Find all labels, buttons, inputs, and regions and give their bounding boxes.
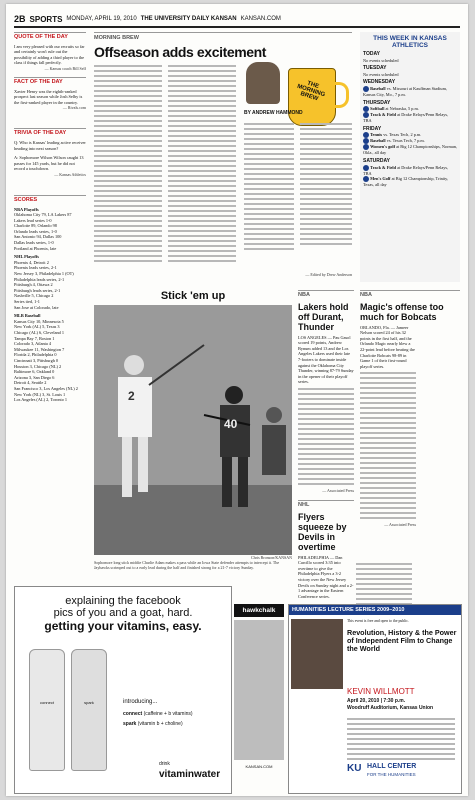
- connect-name: connect: [123, 711, 143, 717]
- event-sport: Baseball: [370, 138, 386, 144]
- feature-headline: Offseason adds excitement: [94, 44, 267, 60]
- hawkchalk-ad[interactable]: [234, 604, 284, 790]
- score-line: Milwaukee 11, Washington 7: [14, 346, 65, 352]
- score-line: Florida 2, Philadelphia 0: [14, 352, 57, 358]
- score-line: Portland at Phoenix, late: [14, 245, 57, 251]
- ad-line-2: pics of you and a goat, hard.: [53, 607, 193, 619]
- score-line: Charlotte 89, Orlando 98: [14, 223, 57, 229]
- page-header: [14, 12, 460, 28]
- score-line: Orlando leads series, 1-0: [14, 228, 57, 234]
- lecture-free: This event is free and open to the public.: [347, 619, 409, 623]
- fact-source: — Rivals.com: [62, 105, 86, 111]
- day-label: TUESDAY: [363, 65, 387, 72]
- nba-story: [298, 290, 354, 493]
- score-line: New York (AL) 5, Texas 3: [14, 324, 60, 330]
- day-label: WEDNESDAY: [363, 79, 396, 86]
- lecture-bio: [347, 715, 455, 763]
- nba-right-headline: Magic's offense too much for Bobcats: [360, 301, 444, 322]
- sidebar-day: [363, 66, 457, 77]
- event-detail: at Big 12 Championships, Norman, Okla., all day: [363, 144, 457, 156]
- score-line: Dallas leads series, 1-0: [14, 240, 54, 246]
- event-sport: Track & Field: [370, 112, 397, 118]
- quote-title: QUOTE OF THE DAY: [14, 32, 86, 41]
- event: [363, 86, 457, 98]
- nba-right-kicker: NBA: [360, 290, 460, 299]
- lecture-when: April 20, 2010 | 7:30 p.m.: [347, 698, 406, 704]
- nba-body: LOS ANGELES — Pau Gasol scored 19 points, Andrew Bynum added 13 and the Los Angeles Lakers used their late 7-footers to dominate inside against the Oklahoma City Thunder, winning 87-79 Sunday in the opener of their playoff series.: [298, 334, 354, 385]
- feature-kicker: MORNING BREW: [94, 32, 352, 41]
- event-sport: Men's Golf: [370, 176, 391, 182]
- jersey-number: 40: [224, 417, 238, 431]
- speaker-name: KEVIN WILLMOTT: [347, 687, 415, 696]
- sidebar-day: [363, 52, 457, 63]
- event-sport: Baseball: [370, 85, 386, 91]
- page-number: 2B: [14, 14, 26, 24]
- score-line: Baltimore 6, Oakland 0: [14, 369, 55, 375]
- site-link[interactable]: KANSAN.COM: [240, 16, 281, 22]
- photo-block: [94, 290, 292, 580]
- score-line: Tampa Bay 7, Boston 1: [14, 335, 55, 341]
- score-line: Series tied, 1-1: [14, 299, 40, 304]
- fact-title: FACT OF THE DAY: [14, 77, 86, 86]
- event: [363, 112, 457, 124]
- event-sport: Track & Field: [370, 164, 397, 170]
- event-sport: Tennis: [370, 132, 383, 138]
- nba-right-story: [360, 290, 460, 527]
- jersey-number: 2: [128, 389, 135, 403]
- connect-desc: (caffeine + b vitamins): [143, 711, 193, 717]
- score-line: Lakers lead series 1-0: [14, 217, 52, 223]
- spark-line: [123, 721, 183, 727]
- scores-heading: NHL Playoffs: [14, 254, 39, 260]
- trivia-question: Q: Who is Kansas' leading active receiver heading into next season?: [14, 139, 86, 151]
- sidebar-day: [363, 159, 457, 188]
- nba-right-credit: — Associated Press: [384, 522, 416, 528]
- score-line: Cincinnati 3, Pittsburgh 0: [14, 357, 59, 363]
- photo-caption: Sophomore long stick middie Charlie Adam makes a pass while an Iowa State defender attempts to intercept it. The Jayhawks scrimped out to a early lead during the half and finished strong for a 21-7 victory Sunday.: [94, 560, 280, 570]
- score-line: Phoenix 4, Detroit 2: [14, 259, 49, 265]
- spark-desc: (vitamin b + choline): [137, 721, 183, 727]
- nba-headline: Lakers hold off Durant, Thunder: [298, 301, 349, 332]
- sidebar-day: [363, 101, 457, 124]
- score-line: San Jose at Colorado, late: [14, 304, 59, 310]
- section-name: SPORTS: [29, 14, 63, 24]
- paper-name: THE UNIVERSITY DAILY KANSAN: [140, 16, 237, 22]
- lacrosse-photo: [94, 305, 292, 555]
- sidebar-day: [363, 80, 457, 97]
- score-line: San Antonio 94, Dallas 100: [14, 234, 62, 240]
- score-line: Chicago (AL) 6, Cleveland 1: [14, 329, 64, 335]
- introducing: introducing...: [123, 699, 158, 705]
- event: [363, 176, 457, 188]
- sidebar-title: THIS WEEK IN KANSAS ATHLETICS: [373, 35, 447, 49]
- sidebar-day: [363, 127, 457, 156]
- day-label: THURSDAY: [363, 99, 391, 106]
- bottle-label: connect: [39, 700, 54, 705]
- hawkchalk-image: [234, 620, 284, 760]
- lacrosse-scene: [94, 305, 292, 555]
- score-line: Arizona 3, San Diego 6: [14, 374, 55, 380]
- event-detail: vs. Texas Tech, 7 p.m.: [386, 138, 425, 144]
- brand-logo: vitaminwater: [159, 769, 221, 780]
- score-line: Detroit 4, Seattle 2: [14, 380, 47, 386]
- lecture-ad[interactable]: [288, 604, 462, 794]
- scores-heading: NBA Playoffs: [14, 206, 39, 212]
- photo-headline: Stick 'em up: [160, 290, 226, 302]
- score-line: Pittsburgh leads series, 2-1: [14, 287, 61, 293]
- score-line: Phoenix leads series, 2-1: [14, 265, 57, 271]
- score-line: Pittsburgh 4, Ottawa 2: [14, 282, 53, 288]
- hall-center-sub: FOR THE HUMANITIES: [367, 772, 416, 777]
- nhl-kicker: NHL: [298, 500, 354, 509]
- scores-title: SCORES: [14, 195, 86, 204]
- bottle-connect: [29, 649, 65, 771]
- event-sport: No events scheduled: [363, 57, 399, 63]
- trivia-source: — Kansas Athletics: [54, 171, 86, 177]
- score-line: Philadelphia leads series, 2-1: [14, 276, 65, 282]
- score-line: San Francisco 3, Los Angeles (NL) 2: [14, 385, 78, 391]
- lecture-where: Woodruff Auditorium, Kansas Union: [347, 705, 434, 711]
- score-line: New York (NL) 3, St. Louis 1: [14, 391, 66, 397]
- quote-text: I am very pleased with our recruits so far and certainly won't rule out the possibility of adding a third player to the class if things fall perfectly.: [14, 43, 85, 66]
- hawkchalk-url: KANSAN.COM: [245, 764, 273, 769]
- event-detail: at Drake Relays/Penn Relays, TBA: [363, 164, 449, 176]
- brand-prefix: drink: [159, 761, 170, 767]
- nhl-body: PHILADELPHIA — Dan Carcillo scored 3:35 into overtime to give the Philadelphia Flyers a 3-2 victory over the New Jersey Devils on Sunday night and a 2-1 advantage in the Eastern Conference series.: [298, 554, 354, 599]
- this-week-sidebar: [360, 32, 460, 282]
- vitaminwater-ad[interactable]: [14, 586, 232, 794]
- ad-line-3: getting your vitamins, easy.: [44, 619, 202, 633]
- nba-kicker: NBA: [298, 290, 354, 299]
- fact-text: Xavier Henry was the eighth-ranked prospect last season while Josh Selby is the first-ranked player in the country.: [14, 88, 83, 105]
- nba-right-lines: [360, 372, 416, 519]
- event-detail: vs. Missouri at Kauffman Stadium, Kansas City, Mo., 7 p.m.: [363, 85, 447, 97]
- nba-body-lines: [298, 388, 354, 485]
- event-detail: at Nebraska, 5 p.m.: [385, 106, 419, 112]
- event: [363, 144, 457, 156]
- quote-source: — Kansas coach Bill Self: [44, 65, 86, 71]
- photo-credit: Chris Bronson/KANSAN: [250, 555, 292, 560]
- ku-logo: KU: [347, 763, 362, 774]
- event-detail: at Big 12 Championship, Trinity, Texas, all day: [363, 176, 449, 188]
- event-sport: Women's golf: [370, 144, 396, 150]
- bottle-spark: [71, 649, 107, 771]
- nhl-headline: Flyers squeeze by Devils in overtime: [298, 511, 347, 552]
- score-line: Colorado 3, Atlanta 4: [14, 341, 51, 347]
- event-detail: vs. Texas Tech, 2 p.m.: [383, 132, 422, 138]
- day-label: SATURDAY: [363, 158, 390, 165]
- trivia-title: TRIVIA OF THE DAY: [14, 128, 86, 137]
- day-label: FRIDAY: [363, 125, 382, 132]
- score-line: Nashville 5, Chicago 2: [14, 293, 54, 299]
- score-line: Oklahoma City 79, LA Lakers 87: [14, 212, 72, 218]
- feature-text-col-2: [168, 62, 236, 265]
- day-label: TODAY: [363, 51, 380, 57]
- columnist-photo: [246, 62, 280, 104]
- event-detail: at Drake Relays/Penn Relays, TBA: [363, 112, 449, 124]
- scores-heading: MLB Baseball: [14, 313, 41, 319]
- feature-credit: — Edited by Drew Anderson: [305, 272, 352, 277]
- mug-handle: [332, 82, 349, 108]
- feature-byline: BY ANDREW HAMMOND: [244, 110, 303, 116]
- bottle-label: spark: [84, 700, 94, 705]
- event-sport: Softball: [370, 106, 385, 112]
- lecture-title: Revolution, History & the Power of Independent Film to Change the World: [347, 628, 457, 654]
- nba-right-body: ORLANDO, Fla. — Jameer Nelson scored 24 of his 32 points in the first half, and the Orlando Magic nearly blew a 22-point lead before beating the Charlotte Bobcats 98-89 in Game 1 of their first-round playoff series.: [360, 324, 415, 369]
- dateline: MONDAY, APRIL 19, 2010: [66, 16, 137, 22]
- score-line: Los Angeles (AL) 2, Toronto 1: [14, 397, 68, 403]
- score-line: Kansas City 10, Minnesota 5: [14, 318, 64, 324]
- hawkchalk-logo: hawkchalk: [234, 604, 284, 617]
- nba-credit: — Associated Press: [322, 487, 354, 493]
- nhl-story: [298, 500, 354, 599]
- connect-line: [123, 711, 193, 717]
- feature-text-col-3: [244, 120, 294, 253]
- speaker-photo: [291, 619, 343, 689]
- score-line: New Jersey 3, Philadelphia 1 (OT): [14, 271, 74, 277]
- hall-center: HALL CENTER: [367, 763, 417, 770]
- event-sport: No events scheduled: [363, 71, 399, 77]
- score-line: Houston 3, Chicago (NL) 2: [14, 363, 62, 369]
- newspaper-page: [6, 4, 468, 796]
- feature-story: [94, 32, 352, 282]
- feature-text-col-4: [300, 120, 352, 248]
- ad-line-1: explaining the facebook: [65, 595, 181, 607]
- feature-text-col-1: [94, 62, 162, 265]
- trivia-answer: A: Sophomore Wilson Wilson caught 13 passes for 145 yards, but he did not record a touchdown.: [14, 155, 84, 172]
- lecture-series: HUMANITIES LECTURE SERIES 2009–2010: [289, 605, 461, 615]
- spark-name: spark: [123, 721, 137, 727]
- mug-label: THE MORNING BREW: [296, 80, 326, 103]
- event: [363, 165, 457, 177]
- scores-block: [14, 207, 86, 403]
